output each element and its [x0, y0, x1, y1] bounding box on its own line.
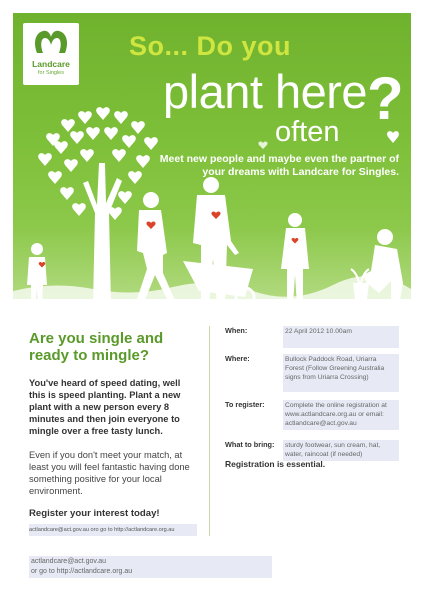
- contact-field[interactable]: [29, 556, 272, 578]
- details-panel: [225, 326, 400, 462]
- where-label: Where:: [225, 354, 250, 363]
- register-label: To register:: [225, 400, 265, 409]
- landcare-logo: [23, 23, 79, 85]
- where-field[interactable]: Bullock Paddock Road, Uriarra Forest (Follow Greening Australia signs from Uriarra Crossing): [283, 354, 399, 392]
- logo-name: Landcare: [32, 59, 70, 69]
- column-divider: [209, 326, 210, 536]
- heart-icon: [387, 131, 399, 143]
- headline-line1: So... Do you: [129, 31, 292, 61]
- woman-figure: [281, 213, 309, 305]
- bring-field[interactable]: sturdy footwear, sun cream, hat, water, raincoat (if needed): [283, 440, 399, 461]
- subheading: Meet new people and maybe even the partner of your dreams with Landcare for Singles.: [159, 153, 399, 178]
- section-heading: Are you single and ready to mingle?: [29, 330, 164, 364]
- registration-essential: Registration is essential.: [225, 459, 326, 469]
- contact-email: actlandcare@act.gov.au: [31, 558, 107, 565]
- left-column: [29, 330, 199, 497]
- poster-banner: [13, 13, 411, 309]
- register-details-field[interactable]: Complete the online registration at www.actlandcare.org.au or email: actlandcare@act.gov.au: [283, 400, 399, 430]
- contact-website: or go to http://actlandcare.org.au: [31, 568, 133, 575]
- register-field[interactable]: actlandcare@act.gov.au oro go to http://actlandcare.org.au: [29, 524, 197, 536]
- detail-row-register: [225, 400, 400, 434]
- hands-heart-icon: [23, 23, 79, 57]
- bring-label: What to bring:: [225, 440, 275, 449]
- body-paragraph: Even if you don't meet your match, at least you will feel fantastic having done something positive for your local environment.: [29, 450, 190, 496]
- when-field[interactable]: 22 April 2012 10.00am: [283, 326, 399, 348]
- detail-row-where: [225, 354, 400, 394]
- detail-row-when: [225, 326, 400, 350]
- heart-tree-icon: [38, 107, 158, 305]
- ground-band: [13, 299, 411, 309]
- intro-paragraph: You've heard of speed dating, well this is speed planting. Plant a new plant with a new person every 8 minutes and then join everyone to mingle over a free tasty lunch.: [29, 378, 181, 436]
- question-mark: ?: [367, 65, 404, 132]
- when-label: When:: [225, 326, 248, 335]
- headline-line2: plant here: [163, 65, 368, 118]
- heart-icon: [258, 142, 267, 149]
- register-heading: Register your interest today!: [29, 508, 160, 519]
- logo-subtitle: for Singles: [38, 70, 64, 76]
- headline-line3: often: [275, 116, 340, 148]
